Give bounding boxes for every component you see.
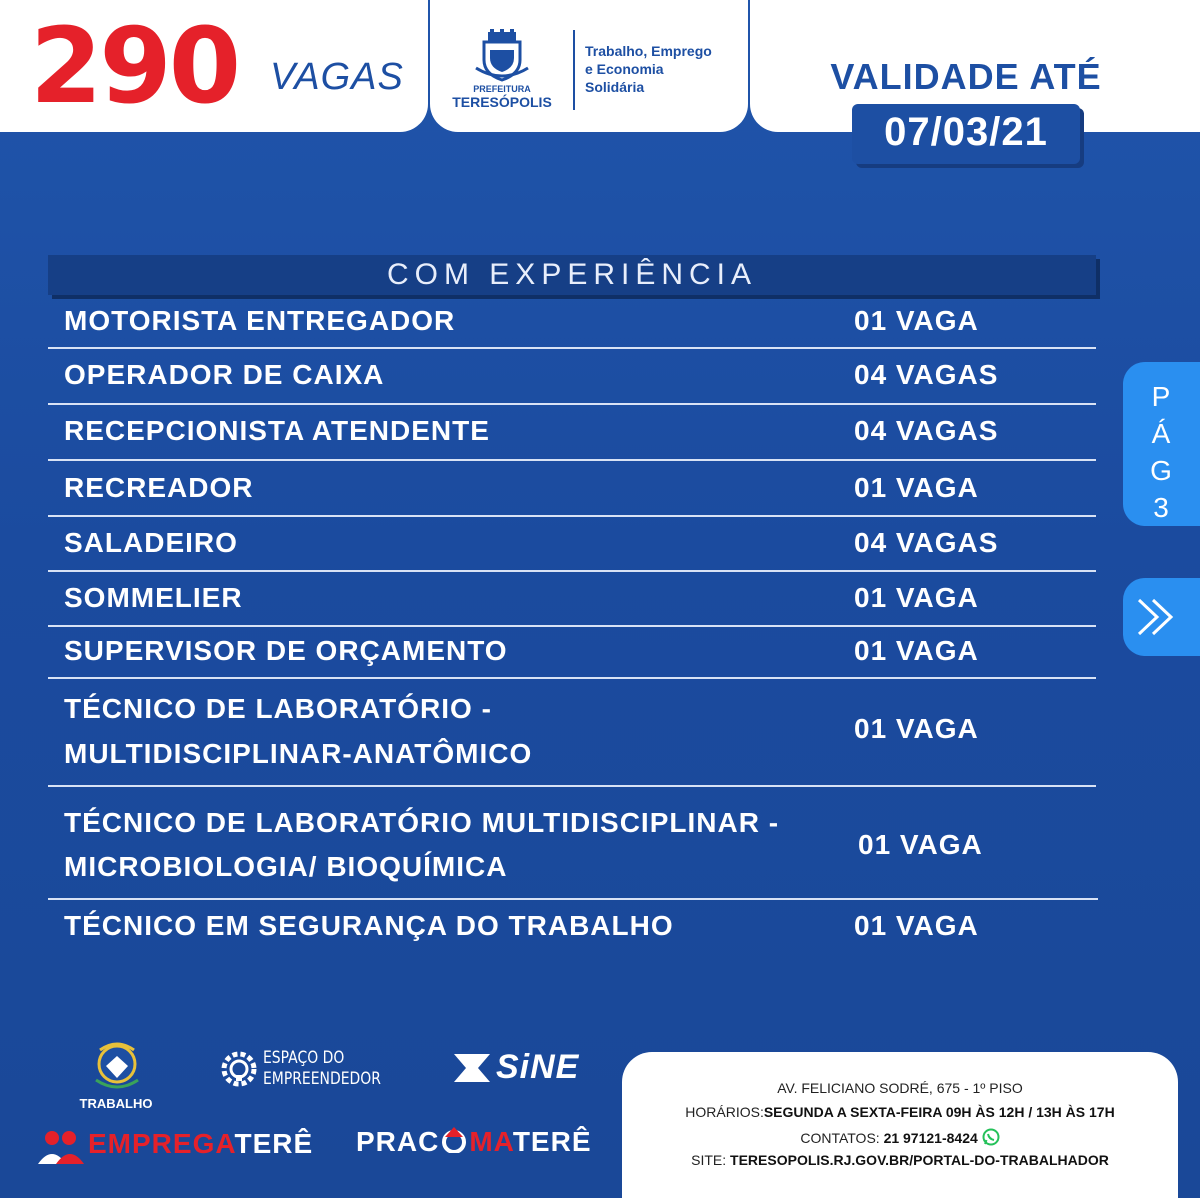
trabalho-logo-label: TRABALHO — [79, 1096, 153, 1111]
whatsapp-icon — [982, 1128, 1000, 1146]
gear-bulb-icon — [218, 1048, 260, 1090]
job-name-line2: MICROBIOLOGIA/ BIOQUÍMICA — [64, 851, 508, 882]
job-name: MOTORISTA ENTREGADOR — [64, 305, 456, 336]
arrow-up-icon — [439, 1127, 469, 1153]
site-line: SITE: TERESOPOLIS.RJ.GOV.BR/PORTAL-DO-TRABALHADOR — [691, 1152, 1109, 1168]
section-header — [48, 255, 1096, 295]
job-qty: 01 VAGA — [854, 305, 979, 336]
job-qty: 01 VAGA — [854, 910, 979, 941]
job-row — [48, 517, 1096, 572]
logo-divider — [573, 30, 575, 110]
job-name-line1: TÉCNICO DE LABORATÓRIO MULTIDISCIPLINAR - — [64, 807, 780, 838]
job-name: RECEPCIONISTA ATENDENTE — [64, 415, 490, 446]
job-name-line1: TÉCNICO DE LABORATÓRIO - — [64, 693, 492, 724]
job-name: SALADEIRO — [64, 527, 238, 558]
sine-logo-text: SiNE — [496, 1048, 580, 1086]
section-title: COM EXPERIÊNCIA — [386, 258, 758, 291]
address-line: AV. FELICIANO SODRÉ, 675 - 1º PISO — [777, 1080, 1023, 1096]
validade-date: 07/03/21 — [884, 110, 1048, 154]
job-row — [48, 627, 1096, 679]
job-name: SOMMELIER — [64, 582, 243, 613]
job-qty: 04 VAGAS — [854, 527, 999, 558]
people-icon — [36, 1128, 86, 1168]
vagas-count: 290 — [30, 5, 239, 127]
job-row — [48, 787, 1098, 900]
job-name-line2: MULTIDISCIPLINAR-ANATÔMICO — [64, 738, 533, 769]
job-row — [48, 405, 1096, 461]
city-name: TERESÓPOLIS — [452, 94, 552, 110]
job-row — [48, 461, 1096, 517]
hours-line: HORÁRIOS:SEGUNDA A SEXTA-FEIRA 09H ÀS 12H / 13H ÀS 17H — [685, 1104, 1115, 1120]
job-qty: 01 VAGA — [854, 635, 979, 666]
job-row — [48, 572, 1096, 627]
job-qty: 04 VAGAS — [854, 359, 999, 390]
job-qty: 04 VAGAS — [854, 415, 999, 446]
secretaria-name: Trabalho, Emprego e Economia Solidária — [585, 43, 712, 95]
job-name: RECREADOR — [64, 472, 254, 503]
job-row — [48, 349, 1096, 405]
job-row — [48, 900, 1096, 956]
espaco-empreendedor-logo: ESPAÇO DO EMPREENDEDOR — [263, 1048, 381, 1089]
coat-of-arms-icon — [474, 28, 530, 82]
job-name: OPERADOR DE CAIXA — [64, 359, 385, 390]
job-qty: 01 VAGA — [854, 582, 979, 613]
site-link[interactable]: TERESOPOLIS.RJ.GOV.BR/PORTAL-DO-TRABALHADOR — [730, 1152, 1109, 1168]
job-row — [48, 679, 1096, 787]
next-page-button[interactable] — [1123, 578, 1200, 656]
rj-state-crest-icon — [92, 1036, 142, 1092]
contact-line: CONTATOS: 21 97121-8424 — [622, 1128, 1178, 1146]
double-chevron-right-icon — [1123, 578, 1200, 656]
job-row — [48, 297, 1096, 349]
contact-info-card — [622, 1052, 1178, 1198]
vagas-label: VAGAS — [270, 56, 404, 98]
job-qty: 01 VAGA — [858, 829, 983, 860]
sine-logo-icon — [450, 1048, 496, 1088]
prefeitura-label: PREFEITURA — [473, 84, 531, 94]
job-name: TÉCNICO EM SEGURANÇA DO TRABALHO — [64, 910, 674, 941]
empregatere-logo: EMPREGATERÊ — [88, 1128, 314, 1159]
page-indicator-tab — [1123, 362, 1200, 526]
job-qty: 01 VAGA — [854, 472, 979, 503]
validade-label: VALIDADE ATÉ — [830, 56, 1102, 97]
pracomatere-logo: PRAC MATERÊ — [356, 1126, 592, 1157]
job-qty: 01 VAGA — [854, 713, 979, 744]
page-indicator-text: P Á G 3 — [1150, 381, 1172, 523]
job-name: SUPERVISOR DE ORÇAMENTO — [64, 635, 508, 666]
